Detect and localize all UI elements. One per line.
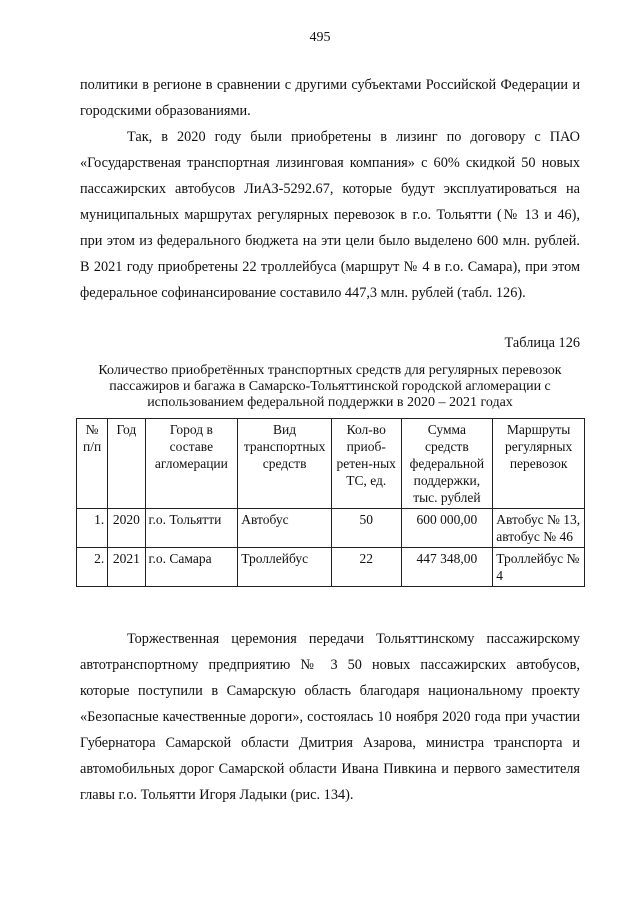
cell-qty: 22 xyxy=(331,548,401,587)
cell-routes: Автобус № 13, автобус № 46 xyxy=(493,509,585,548)
cell-year: 2020 xyxy=(108,509,145,548)
cell-qty: 50 xyxy=(331,509,401,548)
cell-type: Автобус xyxy=(238,509,332,548)
page-number: 495 xyxy=(309,30,331,45)
header-year: Год xyxy=(108,419,145,509)
table-label: Таблица 126 xyxy=(504,335,580,351)
cell-sum: 600 000,00 xyxy=(401,509,493,548)
header-num: № п/п xyxy=(77,419,108,509)
vehicles-table xyxy=(76,418,585,587)
header-sum: Сумма средств федеральной поддержки, тыс. рублей xyxy=(401,419,493,509)
header-qty: Кол-во приоб-ретен-ных ТС, ед. xyxy=(331,419,401,509)
cell-num: 1. xyxy=(77,509,108,548)
cell-sum: 447 348,00 xyxy=(401,548,493,587)
cell-type: Троллейбус xyxy=(238,548,332,587)
paragraph-ceremony: Торжественная церемония передачи Тольяттинскому пассажирскому автотранспортному предприятию № 3 50 новых пассажирских автобусов, которые поступили в Самарскую область благодаря национальному проекту «Безопасные качественные дороги», состоялась 10 ноября 2020 года при участии Губернатора Самарской области Дмитрия Азарова, министра транспорта и автомобильных дорог Самарской области Ивана Пивкина и первого заместителя главы г.о. Тольятти Игоря Ладыки (рис. 134). xyxy=(80,631,580,803)
header-city: Город в составе агломерации xyxy=(145,419,238,509)
header-routes: Маршруты регулярных перевозок xyxy=(493,419,585,509)
cell-routes: Троллейбус № 4 xyxy=(493,548,585,587)
paragraph-intro: политики в регионе в сравнении с другими субъектами Российской Федерации и городскими образованиями. xyxy=(80,77,580,119)
header-type: Вид транспортных средств xyxy=(238,419,332,509)
cell-city: г.о. Тольятти xyxy=(145,509,238,548)
table-row xyxy=(77,548,585,587)
table-row xyxy=(77,509,585,548)
cell-city: г.о. Самара xyxy=(145,548,238,587)
cell-year: 2021 xyxy=(108,548,145,587)
table-header-row xyxy=(77,419,585,509)
table-caption: Количество приобретённых транспортных средств для регулярных перевозок пассажиров и багажа в Самарско-Тольяттинской городской агломерации с использованием федеральной поддержки в 2020 – 2021 годах xyxy=(98,363,562,410)
paragraph-purchases: Так, в 2020 году были приобретены в лизинг по договору с ПАО «Государственая транспортная лизинговая компания» с 60% скидкой 50 новых пассажирских автобусов ЛиАЗ-5292.67, которые будут эксплуатироваться на муниципальных маршрутах регулярных перевозок в г.о. Тольятти (№ 13 и 46), при этом из федерального бюджета на эти цели было выделено 600 млн. рублей. В 2021 году приобретены 22 троллейбуса (маршрут № 4 в г.о. Самара), при этом федеральное софинансирование составило 447,3 млн. рублей (табл. 126). xyxy=(80,129,580,301)
cell-num: 2. xyxy=(77,548,108,587)
